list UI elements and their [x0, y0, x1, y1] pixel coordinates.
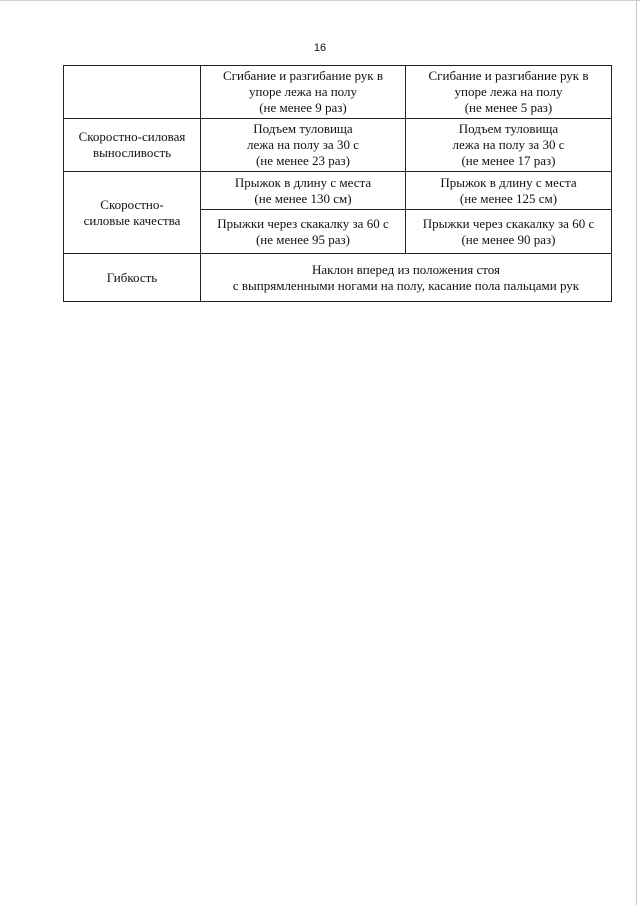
scan-edge-right	[636, 0, 637, 905]
category-line: выносливость	[92, 145, 172, 160]
norm-line: упоре лежа на полу	[249, 84, 357, 99]
norm-line: (не менее 9 раз)	[259, 100, 347, 115]
norm-cell-col-a	[201, 66, 406, 119]
norm-line: (не менее 23 раз)	[255, 153, 351, 168]
norm-cell-merged	[201, 254, 612, 302]
norm-cell-col-b	[406, 172, 612, 210]
page-number: 16	[313, 42, 327, 54]
norm-line: Прыжки через скакалку за 60 с	[217, 215, 389, 231]
norm-line: (не менее 125 см)	[459, 190, 558, 206]
norm-cell-col-a	[201, 119, 406, 172]
category-line: Гибкость	[106, 269, 158, 285]
norm-line: Сгибание и разгибание рук в	[222, 68, 384, 83]
table-row	[64, 119, 612, 172]
norm-line: (не менее 5 раз)	[464, 100, 553, 115]
category-line: Скоростно-силовая	[78, 129, 186, 144]
norm-line: Сгибание и разгибание рук в	[428, 68, 589, 83]
scan-edge-top	[0, 0, 640, 1]
category-cell	[64, 254, 201, 302]
norm-cell-col-b	[406, 119, 612, 172]
norm-line: Подъем туловища	[458, 121, 559, 136]
norm-line: (не менее 95 раз)	[255, 231, 351, 247]
norm-line: Наклон вперед из положения стоя	[311, 261, 501, 277]
norm-line: лежа на полу за 30 с	[247, 137, 359, 152]
norm-line: Прыжок в длину с места	[440, 174, 577, 190]
norm-line: лежа на полу за 30 с	[452, 137, 565, 152]
category-line: Скоростно-	[100, 196, 164, 212]
norm-line: с выпрямленными ногами на полу, касание пола пальцами рук	[232, 277, 580, 293]
norm-cell-col-b	[406, 210, 612, 254]
norm-line: (не менее 130 см)	[254, 190, 352, 206]
norm-cell-col-b	[406, 66, 612, 119]
norms-table	[63, 65, 612, 302]
category-cell	[64, 119, 201, 172]
norm-line: Прыжки через скакалку за 60 с	[422, 215, 595, 231]
category-cell	[64, 172, 201, 254]
norm-line: (не менее 17 раз)	[461, 153, 556, 168]
norm-line: Подъем туловища	[253, 121, 353, 136]
norm-line: (не менее 90 раз)	[461, 231, 556, 247]
norm-cell-col-a	[201, 172, 406, 210]
table-row	[64, 172, 612, 210]
category-cell-empty	[64, 66, 201, 119]
table-row	[64, 66, 612, 119]
category-line: силовые качества	[83, 212, 181, 228]
norm-line: упоре лежа на полу	[454, 84, 563, 99]
norm-line: Прыжок в длину с места	[234, 174, 372, 190]
table-row	[64, 254, 612, 302]
norm-cell-col-a	[201, 210, 406, 254]
